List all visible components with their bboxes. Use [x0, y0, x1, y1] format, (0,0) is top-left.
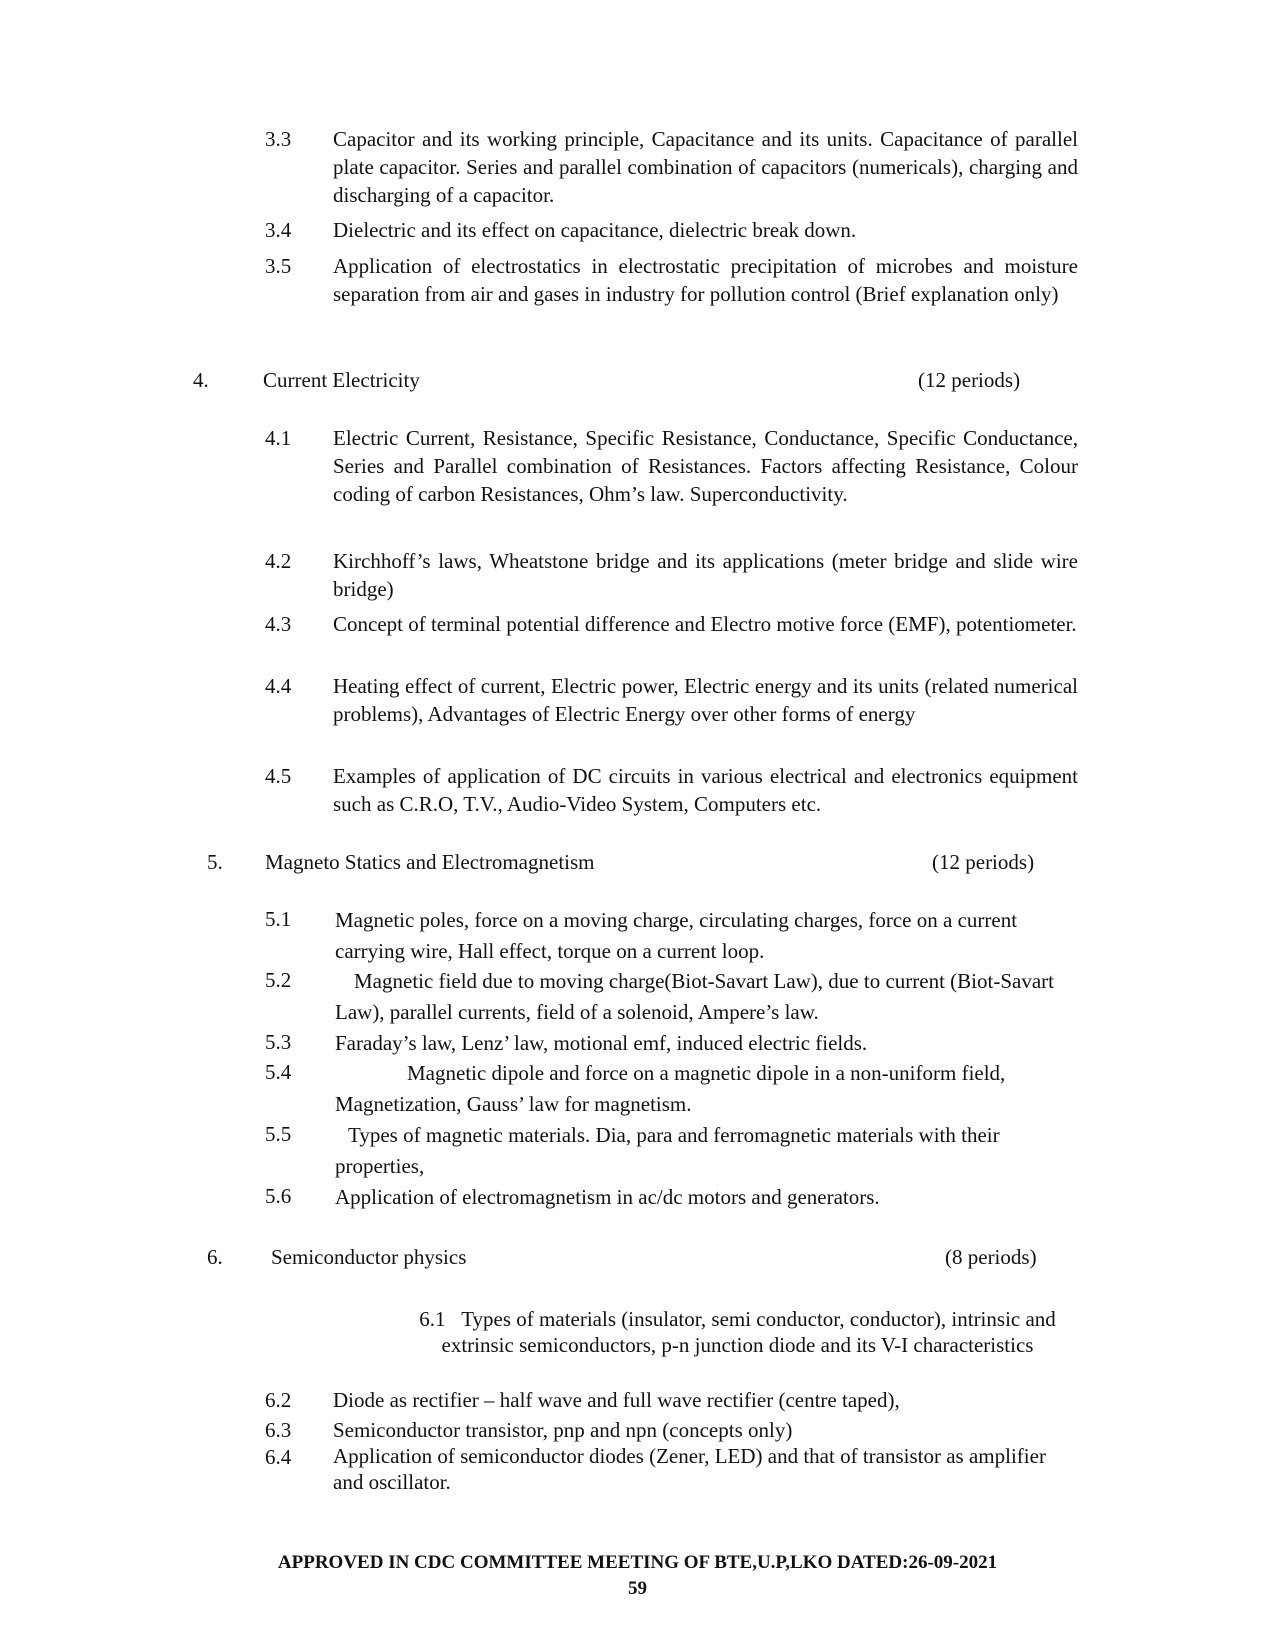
- item-number: 5.2: [265, 968, 292, 992]
- item-text: Concept of terminal potential difference and Electro motive force (EMF), potentiometer.: [333, 612, 1077, 636]
- item-number: 6.1: [419, 1307, 446, 1331]
- section-periods: (12 periods): [918, 368, 1021, 392]
- item-number: 6.4: [265, 1445, 292, 1469]
- item-number: 5.1: [265, 907, 292, 931]
- section-number: 6.: [207, 1245, 223, 1269]
- item-text: Faraday’s law, Lenz’ law, motional emf, induced electric fields.: [335, 1031, 868, 1055]
- item-text: Application of semiconductor diodes (Zener, LED) and that of transistor as amplifier and oscillator.: [333, 1444, 1046, 1494]
- item-text: Types of magnetic materials. Dia, para and ferromagnetic materials with their properties,: [335, 1123, 1000, 1178]
- item-text: Heating effect of current, Electric power, Electric energy and its units (related numerical problems), Advantages of Electric Energy over other forms of energy: [333, 674, 1078, 726]
- item-text: Kirchhoff’s laws, Wheatstone bridge and its applications (meter bridge and slide wire bridge): [333, 549, 1078, 601]
- item-number: 6.2: [265, 1388, 292, 1412]
- section-periods: (8 periods): [945, 1245, 1037, 1269]
- item-number: 5.3: [265, 1030, 292, 1054]
- item-number: 5.6: [265, 1184, 292, 1208]
- item-number: 3.5: [265, 254, 292, 278]
- item-number: 4.1: [265, 426, 292, 450]
- page-number: 59: [628, 1578, 647, 1599]
- section-number: 4.: [193, 368, 209, 392]
- item-text: Application of electrostatics in electrostatic precipitation of microbes and moisture separation from air and gases in industry for pollution control (Brief explanation only): [333, 254, 1078, 306]
- approval-footer: APPROVED IN CDC COMMITTEE MEETING OF BTE,U.P,LKO DATED:26-09-2021: [277, 1552, 998, 1573]
- item-text: Electric Current, Resistance, Specific Resistance, Conductance, Specific Conductance, Series and Parallel combination of Resistances. Factors affecting Resistance, Colour coding of carbon Resistances, Ohm’s law. Superconductivity.: [333, 426, 1078, 506]
- item-number: 4.4: [265, 674, 292, 698]
- section-title: Semiconductor physics: [271, 1245, 467, 1269]
- item-text: Magnetic field due to moving charge(Biot-Savart Law), due to current (Biot-Savart Law), parallel currents, field of a solenoid, Ampere’s law.: [335, 969, 1054, 1024]
- item-text: Examples of application of DC circuits in various electrical and electronics equipment such as C.R.O, T.V., Audio-Video System, Computers etc.: [333, 764, 1078, 816]
- item-text: Types of materials (insulator, semi conductor, conductor), intrinsic and extrinsic semiconductors, p-n junction diode and its V-I characteristics: [441, 1307, 1056, 1357]
- section-periods: (12 periods): [932, 850, 1035, 874]
- item-text: Application of electromagnetism in ac/dc motors and generators.: [335, 1185, 880, 1209]
- item-number: 3.4: [265, 218, 292, 242]
- section-title: Magneto Statics and Electromagnetism: [265, 850, 595, 874]
- item-number: 3.3: [265, 127, 292, 151]
- item-number: 4.2: [265, 549, 292, 573]
- item-text-centered: [400, 1306, 1075, 1358]
- item-text: Dielectric and its effect on capacitance, dielectric break down.: [333, 218, 857, 242]
- item-text: Capacitor and its working principle, Capacitance and its units. Capacitance of parallel plate capacitor. Series and parallel combination of capacitors (numericals), charging and discharging of a capacitor.: [333, 127, 1078, 207]
- item-number: 6.3: [265, 1418, 292, 1442]
- item-number: 5.5: [265, 1122, 292, 1146]
- item-text: Magnetic dipole and force on a magnetic dipole in a non-uniform field, Magnetization, Gauss’ law for magnetism.: [335, 1061, 1006, 1116]
- item-number: 4.5: [265, 764, 292, 788]
- item-number: 4.3: [265, 612, 292, 636]
- item-text: Diode as rectifier – half wave and full wave rectifier (centre taped),: [333, 1388, 900, 1412]
- item-number: 5.4: [265, 1060, 292, 1084]
- section-number: 5.: [207, 850, 223, 874]
- section-title: Current Electricity: [263, 368, 420, 392]
- item-text: Semiconductor transistor, pnp and npn (concepts only): [333, 1418, 793, 1442]
- item-text: Magnetic poles, force on a moving charge, circulating charges, force on a current carrying wire, Hall effect, torque on a current loop.: [335, 908, 1018, 963]
